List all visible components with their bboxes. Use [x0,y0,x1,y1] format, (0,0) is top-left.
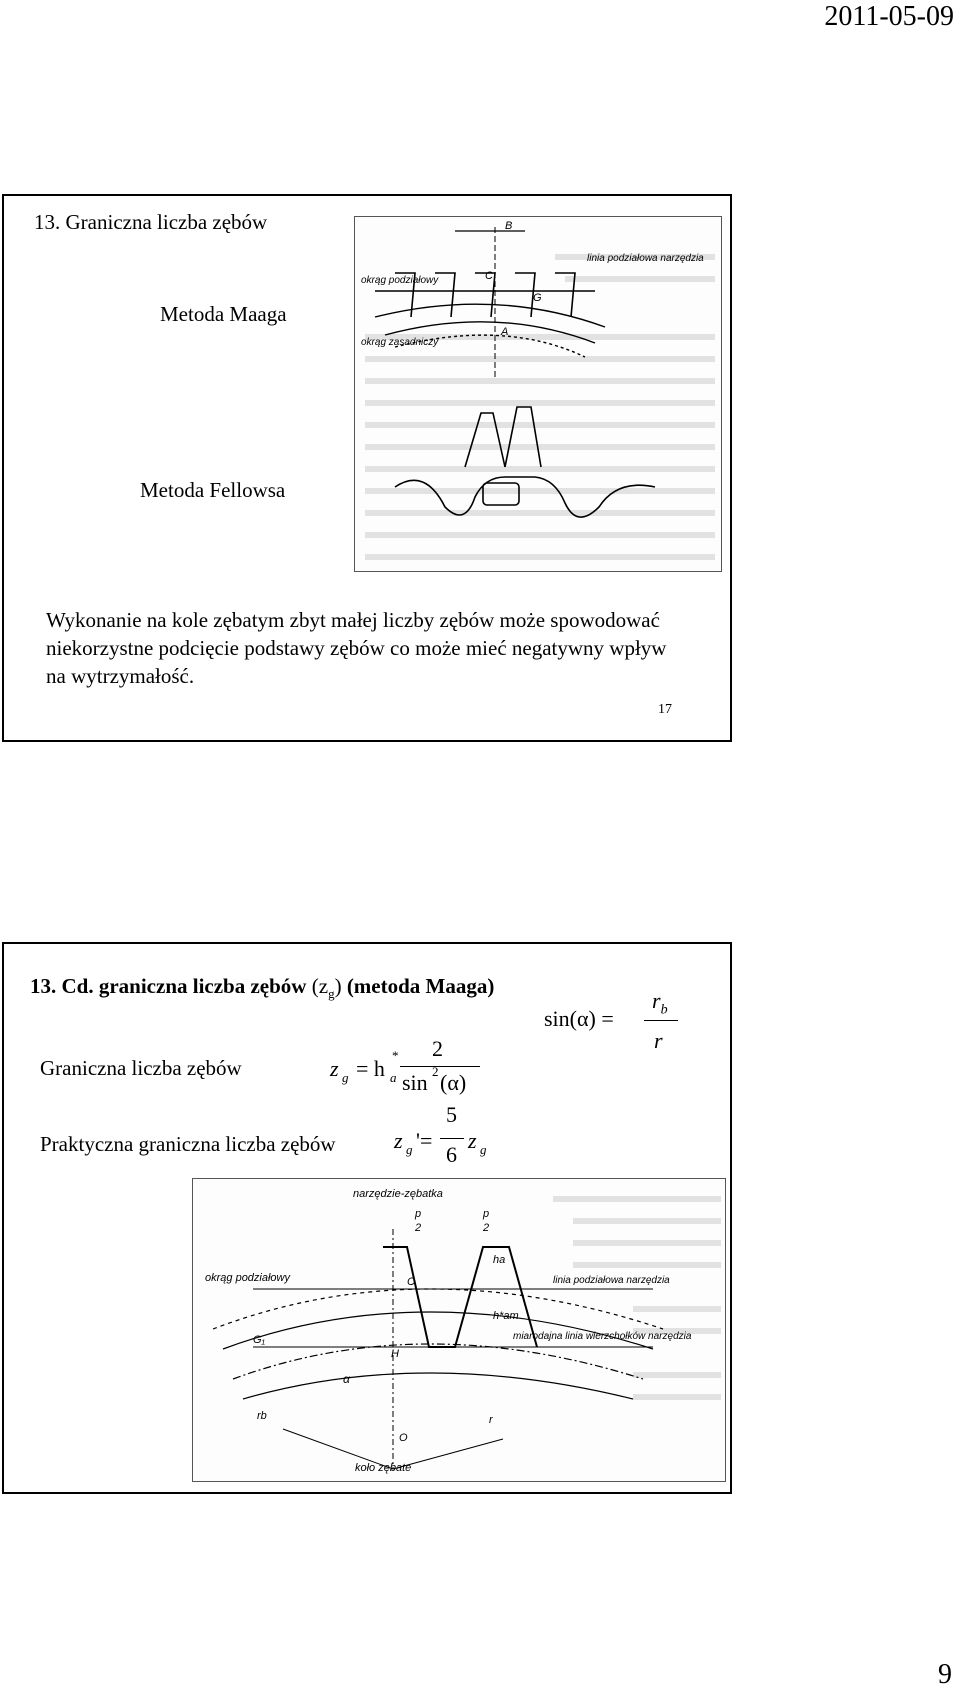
label-tip-line: miarodajna linia wierzchołków narzędzia [513,1331,692,1342]
page-number: 9 [938,1659,952,1690]
gear-circles [213,1289,663,1399]
label-O: O [399,1432,408,1444]
label-hm: h*am [493,1310,519,1322]
practical-limit-teeth-label: Praktyczna graniczna liczba zębów [40,1132,336,1156]
background-text-lines [553,1199,721,1397]
slide-title: 13. Cd. graniczna liczba zębów $(z_g)$ (metoda Maaga) [30,974,495,1002]
label-C: C [485,270,493,282]
label-p-half-1: p [415,1208,422,1220]
label-alpha: α [343,1372,350,1386]
label-ha: ha [493,1254,506,1266]
label-pitch-circle: okrąg podziałowy [361,275,439,286]
slide-body-text: Wykonanie na kole zębatym zbyt małej liczby zębów może spowodować niekorzystne podcięcie podstawy zębów co może mieć negatywny wpływ na wytrzymałość. [46,608,667,688]
label-r: r [489,1414,493,1426]
label-G1: G₁ [253,1334,266,1346]
label-rack-tool: narzędzie-zębatka [353,1188,443,1200]
label-tool-pitch-line: linia podziałowa narzędzia [587,253,704,264]
gear-cutting-figure [354,216,722,572]
label-tool-pitch-line: linia podziałowa narzędzia [553,1275,670,1286]
gear-arcs [375,304,605,357]
label-two-2: 2 [483,1222,490,1234]
label-pitch-circle: okrąg podziałowy [205,1272,290,1284]
document-date: 2011-05-09 [824,1,954,32]
method-fellows-label: Metoda Fellowsa [140,478,286,502]
label-rb: rb [257,1410,267,1422]
rack-gear-figure [192,1178,726,1482]
label-H: H [391,1348,399,1360]
label-G: G [533,292,542,304]
method-maag-label: Metoda Maaga [160,302,287,326]
rack-gear-diagram [193,1179,725,1481]
limit-teeth-label: Graniczna liczba zębów [40,1056,242,1080]
slide-continuation: 13. Cd. graniczna liczba zębów $(z_g)$ (metoda Maaga) sin(α) = $r_b$ r Graniczna liczba zębów z g = h * a 2 sin 2 (α) Praktyczna graniczna liczba zębów z g '= 5 6 z g narzędzie-zębatka p 2 p 2 okrąg podziałowy linia podziałowa narzędzia miarodajna linia wierzchołków narzędzia koło zębate C H O G₁ α rb r ha h*am [2,942,732,1494]
label-B: B [505,220,513,232]
slide-title: 13. Graniczna liczba zębów [34,210,268,234]
gear-cutting-diagram [355,217,721,571]
slide-number: 17 [658,702,672,717]
label-C: C [407,1276,415,1288]
label-root-circle: okrąg zasadniczy [361,337,439,348]
slide-17 [2,194,732,742]
label-two-1: 2 [415,1222,422,1234]
label-gear: koło zębate [355,1462,412,1474]
label-A: A [501,326,509,338]
label-p-half-2: p [483,1208,490,1220]
